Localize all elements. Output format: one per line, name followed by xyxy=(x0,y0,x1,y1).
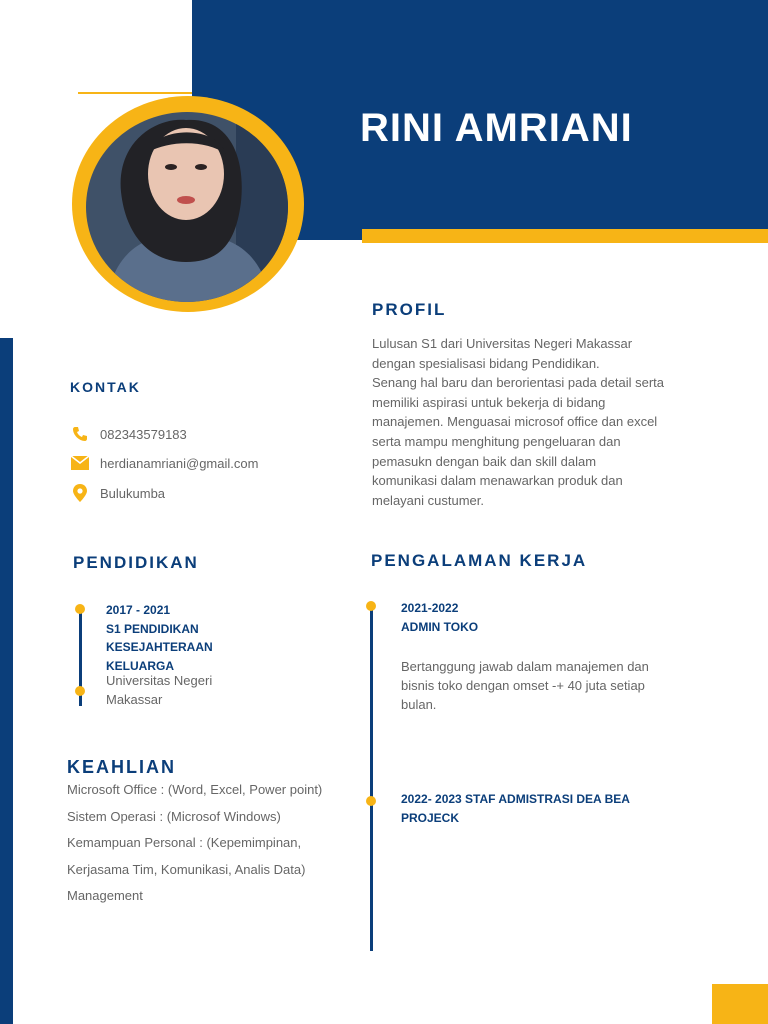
profile-line: serta mampu menghitung pengeluaran dan xyxy=(372,433,621,449)
timeline-dot xyxy=(75,686,85,696)
skill-line: Kemampuan Personal : (Kepemimpinan, xyxy=(67,835,302,850)
phone-icon xyxy=(70,424,90,444)
job-desc-line: bisnis toko dengan omset -+ 40 juta setiap xyxy=(401,678,645,693)
profile-line: dengan spesialisasi bidang Pendidikan. xyxy=(372,355,600,371)
portrait-illustration xyxy=(86,112,288,302)
job-period: 2021-2022 xyxy=(401,601,459,615)
skill-line: Sistem Operasi : (Microsof Windows) xyxy=(67,808,281,824)
gold-accent-line xyxy=(78,92,192,94)
school-line: Universitas Negeri xyxy=(106,673,213,688)
contact-phone xyxy=(70,423,187,445)
education-degree: KESEJAHTERAAN xyxy=(106,640,213,654)
phone-number: 082343579183 xyxy=(100,426,187,442)
contact-email xyxy=(70,452,258,474)
education-heading: PENDIDIKAN xyxy=(73,553,199,572)
experience-timeline-line xyxy=(370,607,373,951)
education-school xyxy=(106,672,212,709)
experience-heading: PENGALAMAN KERJA xyxy=(371,551,588,570)
job-desc-line: Bertanggung jawab dalam manajemen dan xyxy=(401,659,649,674)
corner-accent xyxy=(712,984,768,1024)
education-degree: S1 PENDIDIKAN xyxy=(106,621,199,636)
profile-line: melayani custumer. xyxy=(372,492,484,508)
job-title: ADMIN TOKO xyxy=(401,619,479,634)
profile-heading: PROFIL xyxy=(372,300,447,319)
job-entry-2 xyxy=(401,790,630,827)
timeline-dot xyxy=(75,604,85,614)
job-desc-line: bulan. xyxy=(401,697,437,712)
gold-accent-bar xyxy=(362,229,768,243)
education-degree: KELUARGA xyxy=(106,658,174,673)
mail-icon xyxy=(70,453,90,473)
timeline-dot xyxy=(366,796,376,806)
profile-photo xyxy=(86,112,288,302)
contact-location xyxy=(70,482,165,504)
candidate-name: RINI AMRIANI xyxy=(360,106,633,150)
job-description xyxy=(401,657,649,714)
profile-line: memiliki aspirasi untuk bekerja di bidang xyxy=(372,394,606,410)
location-text: Bulukumba xyxy=(100,485,166,501)
skill-line: Kerjasama Tim, Komunikasi, Analis Data) xyxy=(67,861,306,877)
skill-line: Microsoft Office : (Word, Excel, Power point) xyxy=(67,782,323,797)
education-entry xyxy=(106,601,213,675)
job-title: PROJECK xyxy=(401,810,460,825)
skill-line: Management xyxy=(67,888,143,903)
profile-text xyxy=(372,334,742,510)
profile-line: pemasukn dengan baik dan skill dalam xyxy=(372,453,597,469)
contact-heading: KONTAK xyxy=(70,379,141,395)
timeline-dot xyxy=(366,601,376,611)
profile-line: komunikasi dalam menawarkan produk dan xyxy=(372,473,623,489)
email-address: herdianamriani@gmail.com xyxy=(100,455,259,471)
location-pin-icon xyxy=(70,483,90,503)
education-period: 2017 - 2021 xyxy=(106,603,171,617)
job-title: 2022- 2023 STAF ADMISTRASI DEA BEA xyxy=(401,792,630,806)
job-entry-1 xyxy=(401,599,478,636)
school-line: Makassar xyxy=(106,691,163,707)
skills-heading: KEAHLIAN xyxy=(67,757,176,777)
left-edge-bar xyxy=(0,338,13,1024)
skills-list xyxy=(67,777,322,910)
profile-line: manajemen. Menguasai microsof office dan excel xyxy=(372,414,658,430)
profile-line: Lulusan S1 dari Universitas Negeri Makassar xyxy=(372,336,633,351)
profile-line: Senang hal baru dan berorientasi pada detail serta xyxy=(372,375,664,391)
